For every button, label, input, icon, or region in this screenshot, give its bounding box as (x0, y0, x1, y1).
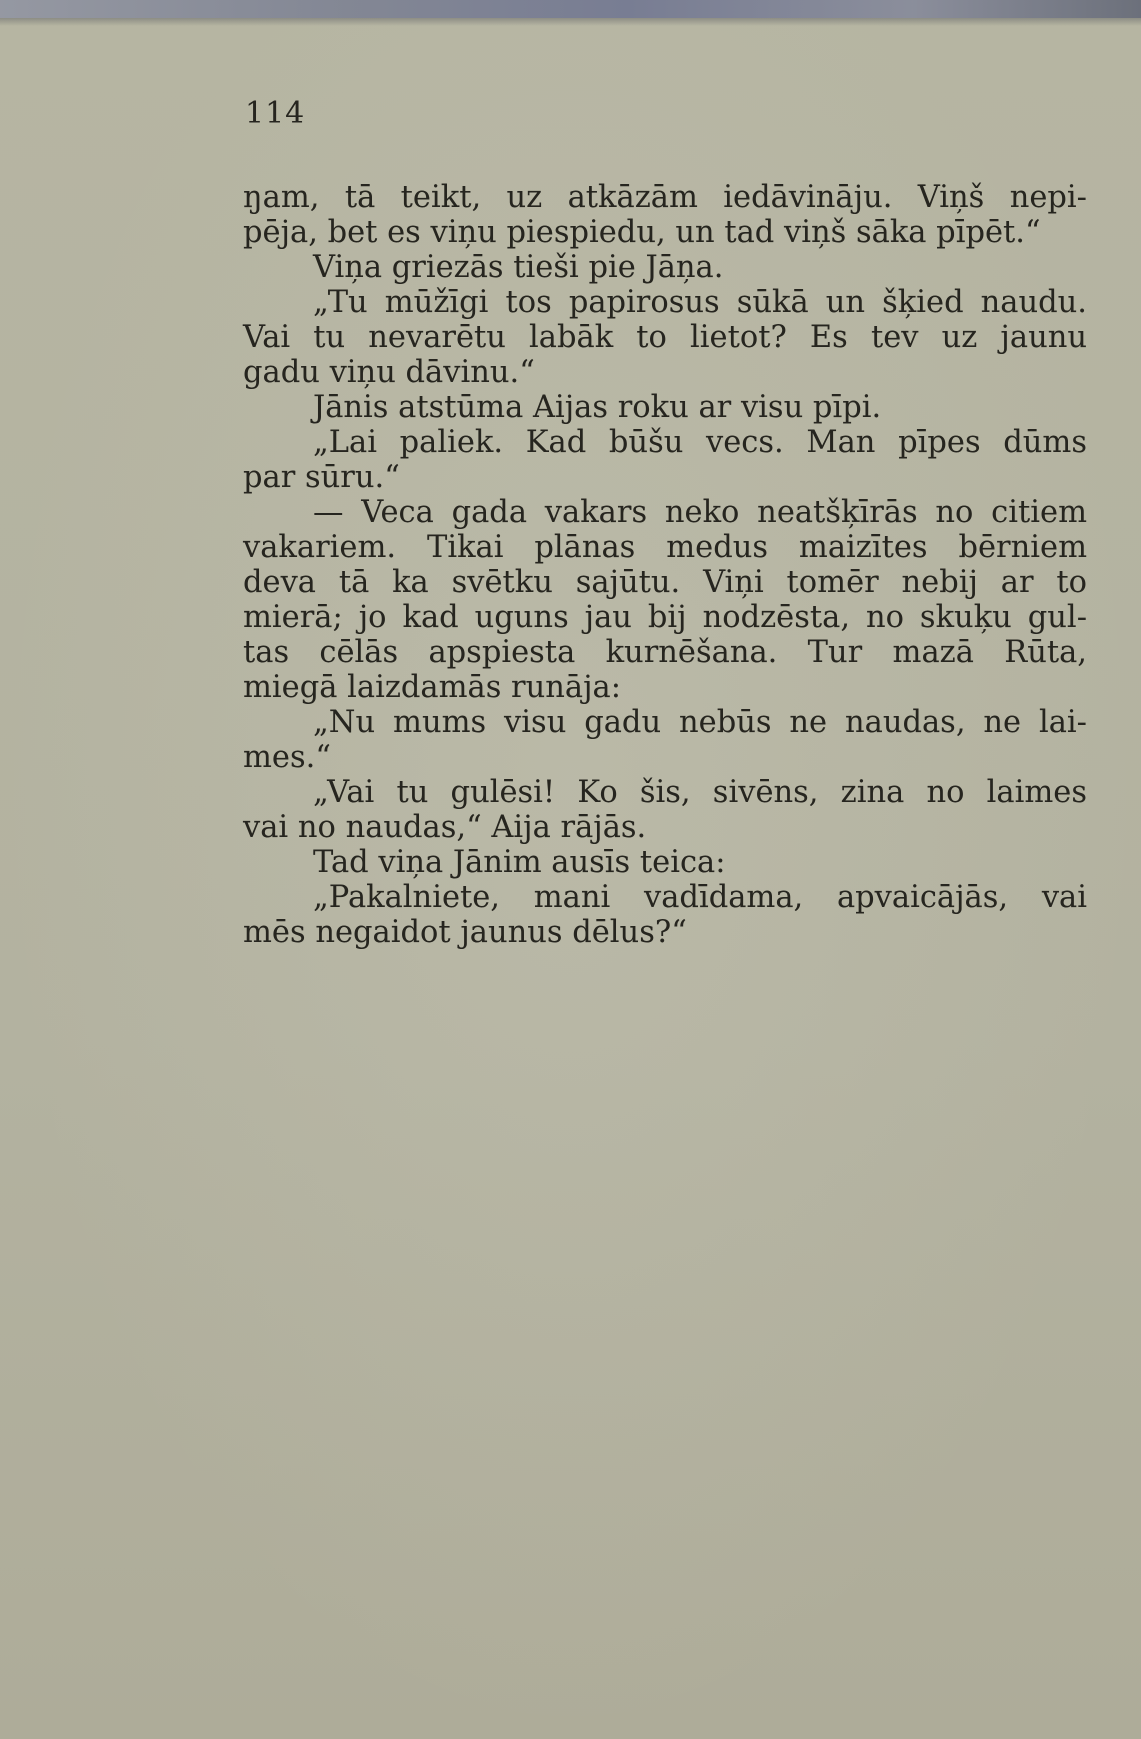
text-line: „Lai paliek. Kad būšu vecs. Man pīpes dūms (313, 425, 1087, 460)
body-text (243, 180, 1087, 950)
text-line: ŋam, tā teikt, uz atkāzām iedāvināju. Viņš nepi- (243, 180, 1087, 215)
text-line: deva tā ka svētku sajūtu. Viņi tomēr nebij ar to (243, 565, 1087, 600)
text-line: Vai tu nevarētu labāk to lietot? Es tev uz jaunu (243, 320, 1087, 355)
text-line: „Tu mūžīgi tos papirosus sūkā un šķied naudu. (313, 285, 1087, 320)
text-line: miegā laizdamās runāja: (243, 670, 622, 705)
text-line: „Nu mums visu gadu nebūs ne naudas, ne lai- (313, 705, 1087, 740)
text-line: tas cēlās apspiesta kurnēšana. Tur mazā Rūta, (243, 635, 1087, 670)
text-line: mēs negaidot jaunus dēlus?“ (243, 915, 687, 950)
text-line: Jānis atstūma Aijas roku ar visu pīpi. (313, 390, 882, 425)
text-line: mes.“ (243, 740, 331, 775)
page-number: 114 (245, 96, 306, 131)
text-line: Viņa griezās tieši pie Jāņa. (313, 250, 724, 285)
text-line: pēja, bet es viņu piespiedu, un tad viņš sāka pīpēt.“ (243, 215, 1041, 250)
text-line: par sūru.“ (243, 460, 400, 495)
text-line: gadu viņu dāvinu.“ (243, 355, 535, 390)
page-top-shadow (0, 18, 1141, 26)
text-line: „Pakalniete, mani vadīdama, apvaicājās, vai (313, 880, 1087, 915)
text-line: — Veca gada vakars neko neatšķīrās no citiem (313, 495, 1087, 530)
text-line: vai no naudas,“ Aija rājās. (243, 810, 647, 845)
text-line: vakariem. Tikai plānas medus maizītes bērniem (243, 530, 1087, 565)
text-line: mierā; jo kad uguns jau bij nodzēsta, no skuķu gul- (243, 600, 1087, 635)
text-line: Tad viņa Jānim ausīs teica: (313, 845, 726, 880)
text-line: „Vai tu gulēsi! Ko šis, sivēns, zina no laimes (313, 775, 1087, 810)
page-top-edge (0, 0, 1141, 18)
